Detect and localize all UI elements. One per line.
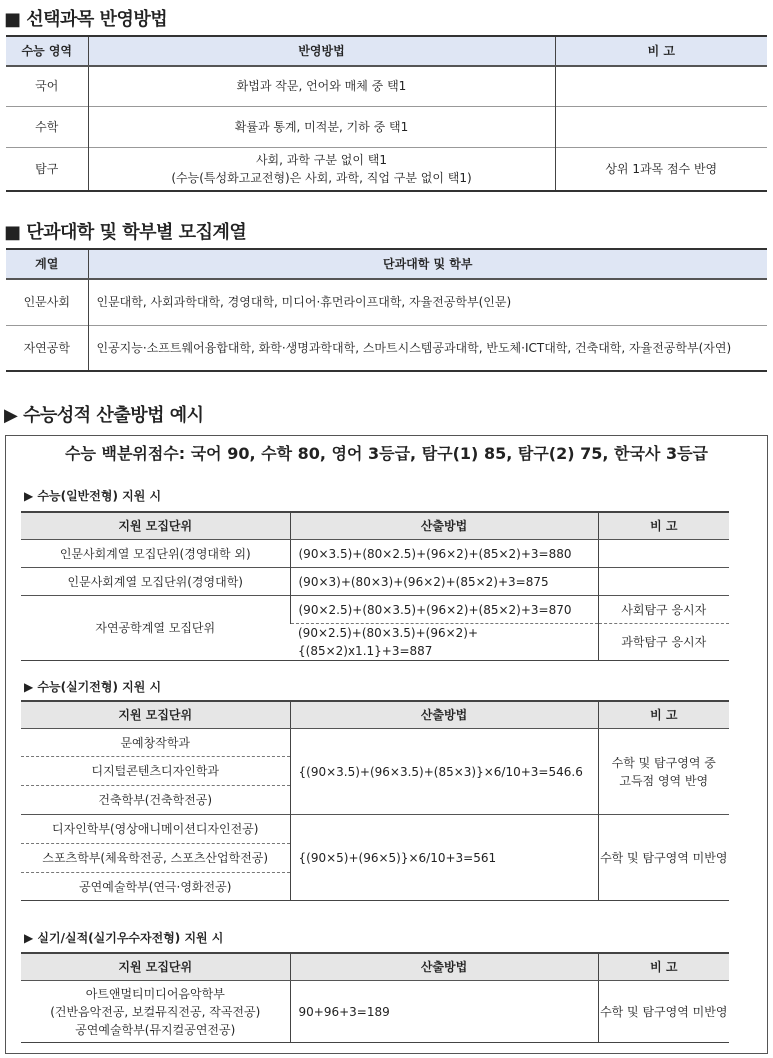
unit-line: 공연예술학부(뮤지컬공연전공)	[75, 1022, 236, 1037]
unit-line: (건반음악전공, 보컬뮤직전공, 작곡전공)	[50, 1004, 261, 1019]
unit: 인문사회계열 모집단위(경영대학)	[21, 568, 290, 596]
method-line: (수능(특성화고교전형)은 사회, 과학, 직업 구분 없이 택1)	[171, 170, 472, 185]
calc: {(90×3.5)+(96×3.5)+(85×3)}×6/10+3=546.6	[290, 729, 598, 815]
header: 계열	[6, 249, 88, 279]
calc: (90×3.5)+(80×2.5)+(96×2)+(85×2)+3=880	[290, 540, 598, 568]
unit: 문예창작학과	[21, 729, 290, 757]
subtitle-practical: ▶ 수능(실기전형) 지원 시	[24, 680, 162, 694]
note: 수학 및 탐구영역 미반영	[598, 815, 729, 901]
unit: 건축학부(건축학전공)	[21, 786, 290, 815]
unit: 디자인학부(영상애니메이션디자인전공)	[21, 815, 290, 844]
calc: (90×2.5)+(80×3.5)+(96×2)+{(85×2)x1.1}+3=887	[290, 624, 598, 661]
calc: (90×3)+(80×3)+(96×2)+(85×2)+3=875	[290, 568, 598, 596]
header: 비 고	[598, 953, 729, 981]
header: 산출방법	[290, 512, 598, 540]
header: 산출방법	[290, 701, 598, 729]
score-summary: 수능 백분위점수: 국어 90, 수학 80, 영어 3등급, 탐구(1) 85, 탐구(2) 75, 한국사 3등급	[65, 444, 708, 463]
area: 탐구	[6, 147, 88, 191]
talent-table	[21, 952, 729, 1043]
header: 지원 모집단위	[21, 512, 290, 540]
colleges: 인공지능·소프트웨어융합대학, 화학·생명과학대학, 스마트시스템공과대학, 반도체·ICT대학, 건축대학, 자율전공학부(자연)	[88, 325, 767, 371]
unit: 자연공학계열 모집단위	[21, 596, 290, 661]
note	[598, 540, 729, 568]
unit: 공연예술학부(연극·영화전공)	[21, 873, 290, 901]
area: 국어	[6, 66, 88, 106]
section-title-elective: ■ 선택과목 반영방법	[4, 9, 168, 30]
note: 수학 및 탐구영역 미반영	[598, 981, 729, 1043]
note: 과학탐구 응시자	[598, 624, 729, 661]
note: 상위 1과목 점수 반영	[555, 147, 767, 191]
header: 산출방법	[290, 953, 598, 981]
colleges-table	[6, 248, 767, 372]
method-line: 사회, 과학 구분 없이 택1	[255, 152, 388, 167]
method: 확률과 통계, 미적분, 기하 중 택1	[88, 106, 555, 147]
note	[555, 66, 767, 106]
method: 화법과 작문, 언어와 매체 중 택1	[88, 66, 555, 106]
header: 반영방법	[88, 36, 555, 66]
section-title-colleges: ■ 단과대학 및 학부별 모집계열	[4, 222, 247, 243]
practical-table	[21, 700, 729, 901]
header: 비 고	[555, 36, 767, 66]
unit-line: 아트앤멀티미디어음악학부	[85, 986, 225, 1001]
calc: (90×2.5)+(80×3.5)+(96×2)+(85×2)+3=870	[290, 596, 598, 624]
area: 수학	[6, 106, 88, 147]
note	[598, 729, 729, 815]
header: 비 고	[598, 701, 729, 729]
subtitle-general: ▶ 수능(일반전형) 지원 시	[24, 489, 162, 503]
note-line: 수학 및 탐구영역 중	[611, 755, 716, 770]
unit: 스포츠학부(체육학전공, 스포츠산업학전공)	[21, 844, 290, 873]
note	[598, 568, 729, 596]
note: 사회탐구 응시자	[598, 596, 729, 624]
field: 자연공학	[6, 325, 88, 371]
general-table	[21, 511, 729, 661]
header: 지원 모집단위	[21, 701, 290, 729]
subtitle-talent: ▶ 실기/실적(실기우수자전형) 지원 시	[24, 931, 224, 945]
header: 비 고	[598, 512, 729, 540]
header: 수능 영역	[6, 36, 88, 66]
unit	[21, 981, 290, 1043]
unit: 인문사회계열 모집단위(경영대학 외)	[21, 540, 290, 568]
elective-table	[6, 35, 767, 192]
method	[88, 147, 555, 191]
calc: 90+96+3=189	[290, 981, 598, 1043]
section-title-example: ▶ 수능성적 산출방법 예시	[4, 405, 204, 426]
unit: 디지털콘텐츠디자인학과	[21, 757, 290, 786]
header: 지원 모집단위	[21, 953, 290, 981]
colleges: 인문대학, 사회과학대학, 경영대학, 미디어·휴먼라이프대학, 자율전공학부(인문)	[88, 279, 767, 325]
note-line: 고득점 영역 반영	[619, 773, 709, 788]
field: 인문사회	[6, 279, 88, 325]
calc: {(90×5)+(96×5)}×6/10+3=561	[290, 815, 598, 901]
note	[555, 106, 767, 147]
header: 단과대학 및 학부	[88, 249, 767, 279]
